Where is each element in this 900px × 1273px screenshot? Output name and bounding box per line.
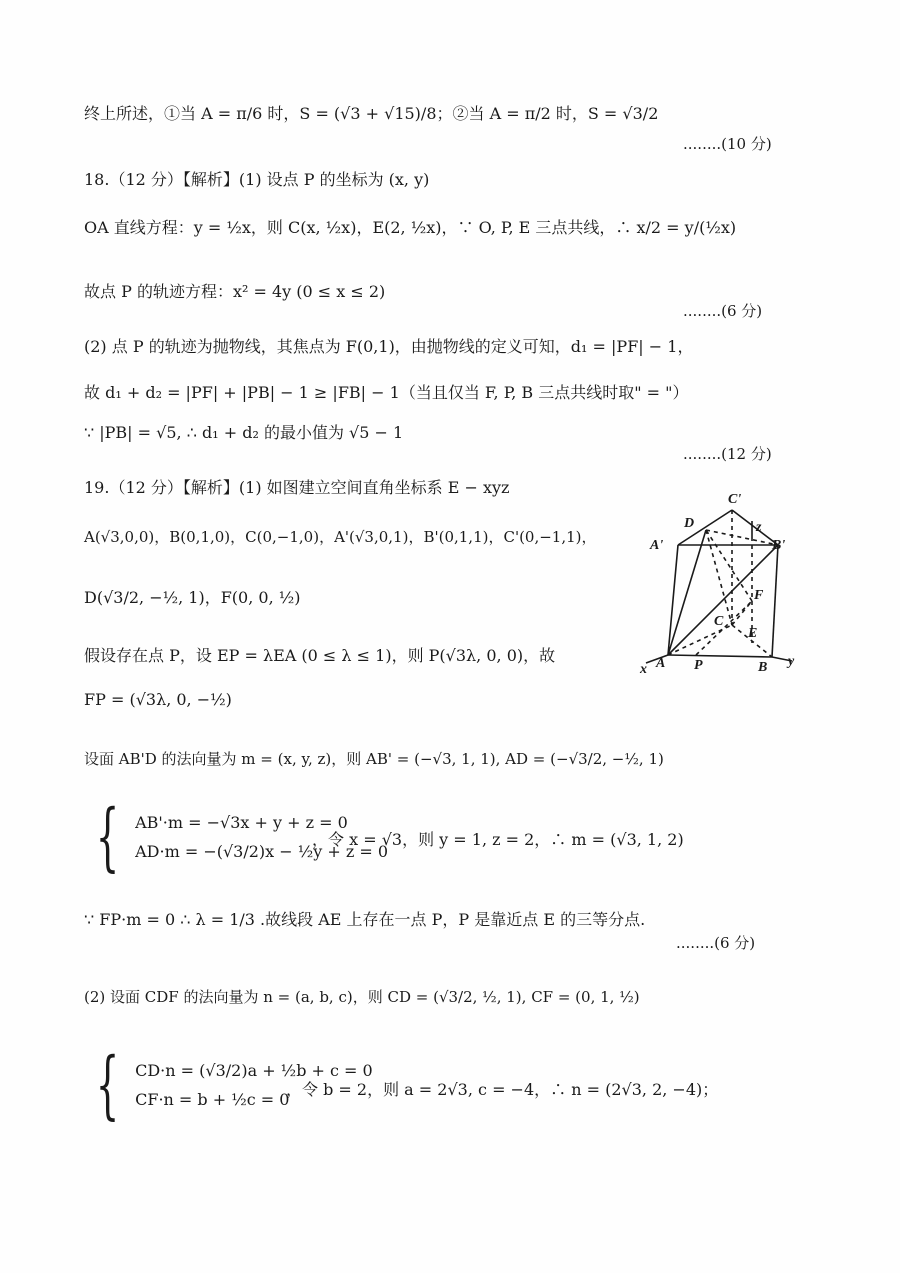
q19-coordinates: A(√3,0,0)，B(0,1,0)，C(0,−1,0)，A'(√3,0,1)，B'(0,1,1)，C'(0,−1,1)， xyxy=(84,528,597,546)
score-12: ........(12 分) xyxy=(683,445,772,463)
q18-inequality: 故 d₁ + d₂ = |PF| + |PB| − 1 ≥ |FB| − 1（当且仅当 F, P, B 三点共线时取" = "） xyxy=(84,383,689,402)
label-p: P xyxy=(694,658,703,673)
score-6b: ........(6 分) xyxy=(676,934,756,952)
label-c: C xyxy=(714,614,724,629)
score-6a: ........(6 分) xyxy=(683,302,763,320)
q19-heading: 19.（12 分）【解析】(1) 如图建立空间直角坐标系 E − xyz xyxy=(84,478,510,497)
q18-heading: 18.（12 分）【解析】(1) 设点 P 的坐标为 (x, y) xyxy=(84,170,430,189)
system-n-eq2: CF·n = b + ½c = 0 xyxy=(135,1090,290,1109)
q19-points-df: D(√3/2, −½, 1)，F(0, 0, ½) xyxy=(84,588,301,607)
left-brace: { xyxy=(95,794,120,880)
prism-figure xyxy=(632,485,832,685)
left-brace: { xyxy=(95,1042,120,1128)
label-z: z xyxy=(756,520,762,535)
system-m-eq1: AB'·m = −√3x + y + z = 0 xyxy=(135,813,348,832)
q19-part2: (2) 设面 CDF 的法向量为 n = (a, b, c)，则 CD = (√3/2, ½, 1), CF = (0, 1, ½) xyxy=(84,988,640,1006)
system-m-result: ，令 x = √3，则 y = 1, z = 2，∴ m = (√3, 1, 2) xyxy=(312,830,684,849)
score-10: ........(10 分) xyxy=(683,135,772,153)
q18-line-oa: OA 直线方程：y = ½x，则 C(x, ½x)，E(2, ½x)，∵ O, P, E 三点共线，∴ x/2 = y/(½x) xyxy=(84,218,737,237)
system-n-eq1: CD·n = (√3/2)a + ½b + c = 0 xyxy=(135,1061,373,1080)
q19-conclusion-p: ∵ FP·m = 0 ∴ λ = 1/3 .故线段 AE 上存在一点 P，P 是靠近点 E 的三等分点. xyxy=(84,910,646,929)
system-m-eq2: AD·m = −(√3/2)x − ½y + z = 0 xyxy=(135,842,389,861)
q19-assume-p: 假设存在点 P，设 EP = λEA (0 ≤ λ ≤ 1)，则 P(√3λ, 0, 0)，故 xyxy=(84,646,556,665)
conclusion-line: 终上所述，①当 A = π/6 时，S = (√3 + √15)/8；②当 A = π/2 时，S = √3/2 xyxy=(84,104,659,123)
label-b-prime: B' xyxy=(772,538,786,553)
label-c-prime: C' xyxy=(728,492,742,507)
label-e: E xyxy=(748,626,758,641)
q18-min-value: ∵ |PB| = √5, ∴ d₁ + d₂ 的最小值为 √5 − 1 xyxy=(84,423,404,442)
label-a-prime: A' xyxy=(650,538,664,553)
label-f: F xyxy=(754,588,764,603)
label-y: y xyxy=(788,654,795,669)
label-x: x xyxy=(640,662,647,677)
label-a: A xyxy=(656,656,666,671)
q18-part2: (2) 点 P 的轨迹为抛物线，其焦点为 F(0,1)，由抛物线的定义可知，d₁ = |PF| − 1， xyxy=(84,337,694,356)
q18-trajectory: 故点 P 的轨迹方程：x² = 4y (0 ≤ x ≤ 2) xyxy=(84,282,386,301)
label-b: B xyxy=(758,660,768,675)
q19-normal-m: 设面 AB'D 的法向量为 m = (x, y, z)，则 AB' = (−√3, 1, 1), AD = (−√3/2, −½, 1) xyxy=(84,750,664,768)
label-d: D xyxy=(684,516,695,531)
q19-fp-vector: FP = (√3λ, 0, −½) xyxy=(84,690,232,709)
system-n-result: ，令 b = 2，则 a = 2√3, c = −4，∴ n = (2√3, 2, −4)； xyxy=(286,1080,719,1099)
